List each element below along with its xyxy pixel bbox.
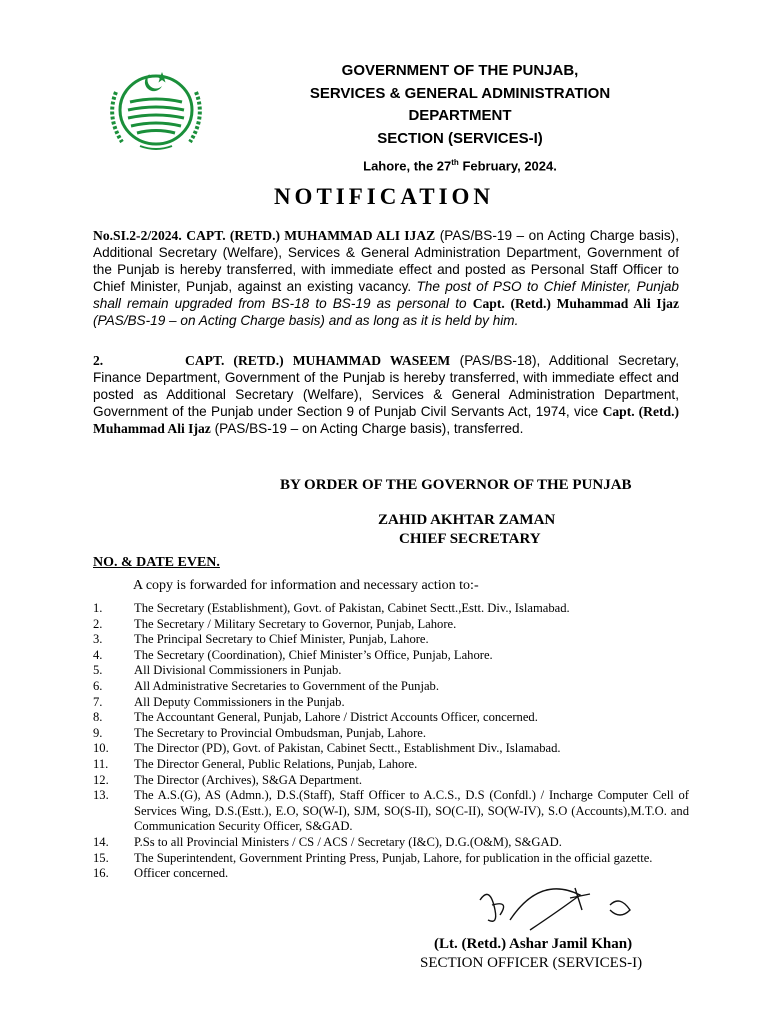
list-item-number: 8.: [93, 710, 103, 725]
list-item-text: The Accountant General, Punjab, Lahore / District Accounts Officer, concerned.: [134, 710, 538, 725]
list-item: [93, 617, 689, 633]
list-item: [93, 601, 689, 617]
paragraph-1: No.SI.2-2/2024. CAPT. (RETD.) MUHAMMAD ALI IJAZ (PAS/BS-19 – on Acting Charge basis), Additional Secretary (Welfare), Services & General Administration Department, Government of the Punjab is hereby transferred, with immediate effect and posted as Personal Staff Officer to Chief Minister, Punjab, against an existing vacancy. The post of PSO to Chief Minister, Punjab shall remain upgraded from BS-18 to BS-19 as personal to Capt. (Retd.) Muhammad Ali Ijaz (PAS/BS-19 – on Acting Charge basis) and as long as it is held by him.: [93, 228, 679, 328]
list-item-text: All Deputy Commissioners in the Punjab.: [134, 694, 345, 709]
header-section: SECTION (SERVICES-I): [377, 130, 543, 147]
list-item-number: 9.: [93, 725, 103, 740]
list-item: [93, 788, 689, 835]
list-item-text: Officer concerned.: [134, 866, 229, 881]
list-item-number: 15.: [93, 850, 109, 865]
list-item: [93, 773, 689, 789]
list-item: [93, 695, 689, 711]
list-item: [93, 757, 689, 773]
list-item: [93, 851, 689, 867]
list-item-number: 5.: [93, 663, 103, 678]
list-item: [93, 648, 689, 664]
notification-title: NOTIFICATION: [273, 184, 495, 209]
header-department-2: DEPARTMENT: [408, 107, 512, 124]
list-item-text: P.Ss to all Provincial Ministers / CS / ACS / Secretary (I&C), D.G.(O&M), S&GAD.: [134, 834, 562, 849]
signatory-name: ZAHID AKHTAR ZAMAN: [378, 512, 556, 528]
list-item-number: 11.: [93, 756, 109, 771]
paragraph-2: 2. CAPT. (RETD.) MUHAMMAD WASEEM (PAS/BS-18), Additional Secretary, Finance Department, Government of the Punjab is hereby transferred, with immediate effect and posted as Additional Secretary (Welfare), Services & General Administration Department, Government of the Punjab under Section 9 of Punjab Civil Servants Act, 1974, vice Capt. (Retd.) Muhammad Ali Ijaz (PAS/BS-19 – on Acting Charge basis), transferred.: [93, 353, 680, 436]
order-line: BY ORDER OF THE GOVERNOR OF THE PUNJAB: [280, 477, 632, 493]
list-item-number: 16.: [93, 866, 109, 881]
list-item-number: 4.: [93, 647, 103, 662]
header-government: GOVERNMENT OF THE PUNJAB,: [341, 62, 579, 79]
list-item-text: The Superintendent, Government Printing Press, Punjab, Lahore, for publication in the official gazette.: [134, 850, 653, 865]
list-item-number: 14.: [93, 834, 109, 849]
punjab-emblem-logo: [100, 62, 212, 154]
list-item-number: 7.: [93, 694, 103, 709]
list-item-number: 3.: [93, 632, 103, 647]
header-department: SERVICES & GENERAL ADMINISTRATION: [309, 85, 611, 102]
list-item-text: The Director (Archives), S&GA Department.: [134, 772, 363, 787]
list-item: [93, 663, 689, 679]
list-item: [93, 726, 689, 742]
list-item: [93, 741, 689, 757]
handwritten-signature: [470, 880, 640, 940]
chief-secretary-signatory: [378, 511, 555, 549]
section-officer-name: (Lt. (Retd.) Ashar Jamil Khan): [434, 936, 633, 952]
list-item: [93, 710, 689, 726]
list-item-number: 2.: [93, 616, 103, 631]
list-item-text: The Secretary to Provincial Ombudsman, Punjab, Lahore.: [134, 725, 427, 740]
list-item: [93, 679, 689, 695]
list-item: [93, 632, 689, 648]
section-officer-signatory: [420, 935, 642, 973]
list-item-text: All Divisional Commissioners in Punjab.: [134, 663, 342, 678]
list-item-number: 1.: [93, 601, 103, 615]
signatory-title: CHIEF SECRETARY: [399, 531, 541, 547]
list-item-text: The Principal Secretary to Chief Minister, Punjab, Lahore.: [134, 632, 429, 647]
distribution-list: [93, 601, 689, 882]
list-item: [93, 835, 689, 851]
list-item-number: 6.: [93, 678, 103, 693]
list-item-number: 12.: [93, 772, 109, 787]
copy-forwarded-line: A copy is forwarded for information and necessary action to:-: [133, 578, 479, 593]
list-item-number: 10.: [93, 741, 109, 756]
list-item-number: 13.: [93, 788, 109, 803]
notification-date: Lahore, the 27th February, 2024.: [363, 158, 557, 174]
list-item-text: The Director (PD), Govt. of Pakistan, Cabinet Sectt., Establishment Div., Islamabad.: [134, 741, 561, 756]
list-item-text: The Secretary / Military Secretary to Governor, Punjab, Lahore.: [134, 616, 457, 631]
list-item-text: The A.S.(G), AS (Admn.), D.S.(Staff), Staff Officer to A.C.S., D.S (Confdl.) / Incharge Computer Cell of Services Wing, D.S.(Estt.), E.O, SO(W-I), SJM, SO(S-II), SO(C-II), SO(W-IV), S.O (Accounts),M.T.O. and Communication Security Officer, S&GAD.: [134, 788, 689, 834]
list-item-text: The Secretary (Coordination), Chief Minister’s Office, Punjab, Lahore.: [134, 647, 493, 662]
no-date-even: NO. & DATE EVEN.: [93, 555, 220, 570]
list-item-text: The Secretary (Establishment), Govt. of Pakistan, Cabinet Sectt.,Estt. Div., Islamabad.: [134, 601, 570, 615]
section-officer-title: SECTION OFFICER (SERVICES-I): [420, 955, 643, 971]
list-item-text: All Administrative Secretaries to Government of the Punjab.: [134, 678, 439, 693]
list-item-text: The Director General, Public Relations, Punjab, Lahore.: [134, 756, 418, 771]
